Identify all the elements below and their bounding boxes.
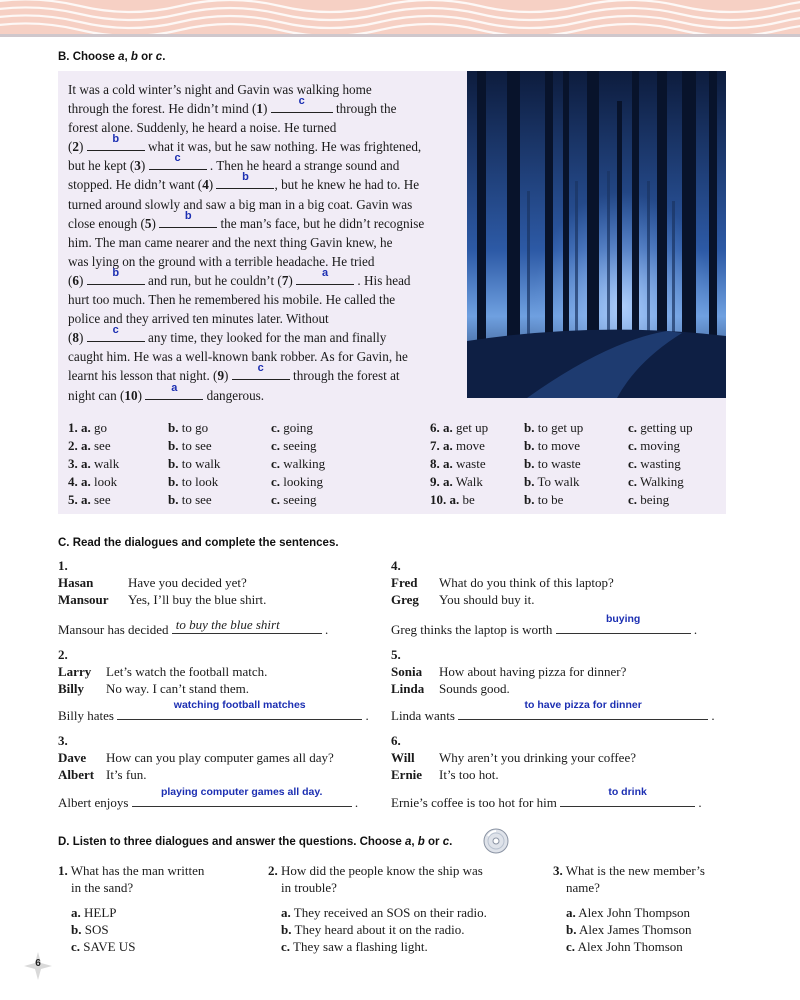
answer-option[interactable] bbox=[58, 938, 298, 955]
written-answer: watching football matches bbox=[173, 699, 306, 711]
handwritten-answer: c bbox=[298, 95, 305, 108]
utterance: How can you play computer games all day? bbox=[106, 750, 334, 765]
utterance: Let’s watch the football match. bbox=[106, 664, 268, 679]
gap-number: 2 bbox=[72, 139, 79, 155]
option-letter: b. bbox=[168, 492, 179, 507]
option-letter: c. bbox=[71, 939, 81, 954]
story-text-segment: him. The man came nearer and the next thing Gavin knew, he bbox=[68, 234, 393, 250]
dialogue-number: 4. bbox=[391, 558, 401, 573]
option-letter: c. bbox=[271, 420, 281, 435]
answer-blank[interactable] bbox=[87, 133, 145, 151]
story-text-segment: stopped. He didn’t want ( bbox=[68, 177, 203, 193]
option-b[interactable]: to move bbox=[537, 438, 580, 453]
option-b[interactable]: to see bbox=[181, 438, 212, 453]
answer-blank[interactable] bbox=[296, 266, 354, 285]
forest-image bbox=[467, 71, 726, 398]
option-letter: a. bbox=[81, 438, 91, 453]
dialogue bbox=[391, 558, 731, 609]
option-text: Alex John Thompson bbox=[578, 905, 691, 920]
story-text-segment: ) bbox=[79, 139, 87, 155]
item-number: 1. bbox=[68, 420, 78, 435]
dialogue-number: 5. bbox=[391, 647, 401, 662]
option-a[interactable]: look bbox=[94, 474, 118, 489]
sentence-start: Linda wants bbox=[391, 708, 455, 723]
option-letter: c. bbox=[628, 474, 638, 489]
option-c[interactable]: getting up bbox=[640, 420, 693, 435]
option-b[interactable]: to see bbox=[181, 492, 212, 507]
story-line bbox=[68, 324, 460, 347]
dialogue bbox=[391, 733, 731, 784]
story-text-segment: ( bbox=[68, 272, 73, 288]
option-a[interactable]: be bbox=[462, 492, 475, 507]
story-line bbox=[68, 171, 460, 194]
utterance: Yes, I’ll buy the blue shirt. bbox=[128, 592, 267, 607]
utterance: It’s fun. bbox=[106, 767, 147, 782]
utterance: No way. I can’t stand them. bbox=[106, 681, 249, 696]
story-text-segment: , but he knew he had to. He bbox=[274, 177, 420, 193]
option-letter: c. bbox=[628, 456, 638, 471]
answer-option[interactable] bbox=[58, 904, 298, 921]
option-letter: c. bbox=[271, 474, 281, 489]
story-text-segment: learnt his lesson that night. ( bbox=[68, 368, 218, 384]
option-a[interactable]: see bbox=[94, 438, 111, 453]
answer-option[interactable] bbox=[553, 938, 793, 955]
speaker-name: Billy bbox=[58, 681, 85, 696]
sentence-end: . bbox=[365, 708, 369, 723]
dialogue-line bbox=[58, 664, 398, 681]
question-text: What has the man written bbox=[70, 863, 205, 878]
option-c[interactable]: seeing bbox=[283, 492, 317, 507]
item-number: 2. bbox=[68, 438, 78, 453]
story-text-segment: was lying on the ground with a terrible headache. He tried bbox=[68, 253, 375, 269]
written-answer: buying bbox=[605, 613, 641, 625]
option-text: SOS bbox=[84, 922, 109, 937]
story-text-segment: night can ( bbox=[68, 387, 125, 403]
story-line bbox=[68, 266, 460, 290]
story-text-segment: ) bbox=[224, 368, 232, 384]
written-answer: to buy the blue shirt bbox=[175, 617, 280, 632]
story-line bbox=[68, 233, 460, 252]
question-text-cont: in trouble? bbox=[281, 880, 337, 895]
speaker-name: Greg bbox=[391, 592, 419, 607]
option-letter: a. bbox=[443, 420, 453, 435]
item-number: 5. bbox=[68, 492, 78, 507]
top-banner bbox=[0, 0, 800, 36]
dialogue bbox=[58, 558, 398, 609]
dialogue-number: 2. bbox=[58, 647, 68, 662]
option-letter: c. bbox=[628, 492, 638, 507]
story-text-segment: through the forest. He didn’t mind ( bbox=[68, 101, 257, 117]
story-line bbox=[68, 80, 460, 99]
speaker-name: Hasan bbox=[58, 575, 94, 590]
section-c-title: C. Read the dialogues and complete the sentences. bbox=[58, 537, 339, 549]
story-text-segment: close enough ( bbox=[68, 215, 145, 231]
gap-number: 3 bbox=[134, 158, 141, 174]
answer-blank[interactable] bbox=[149, 152, 207, 170]
answer-blank[interactable] bbox=[159, 209, 217, 228]
option-letter: a. bbox=[81, 420, 91, 435]
answer-line[interactable] bbox=[117, 699, 362, 720]
story-text-segment: ( bbox=[68, 330, 73, 346]
story-text-segment: . His head bbox=[354, 272, 411, 288]
dialogue-line bbox=[58, 592, 398, 609]
question-text-cont: name? bbox=[566, 880, 600, 895]
gap-number: 6 bbox=[72, 272, 79, 288]
question-number: 1. bbox=[58, 863, 68, 878]
cd-icon bbox=[482, 827, 510, 855]
answer-option[interactable] bbox=[268, 904, 508, 921]
option-b[interactable]: to walk bbox=[181, 456, 221, 471]
dialogue-number: 1. bbox=[58, 558, 68, 573]
option-a[interactable]: go bbox=[94, 420, 107, 435]
answer-line[interactable] bbox=[132, 786, 352, 807]
story-line bbox=[68, 381, 460, 405]
option-letter: a. bbox=[81, 474, 91, 489]
sentence-end: . bbox=[698, 795, 702, 810]
option-c[interactable]: seeing bbox=[283, 438, 317, 453]
story-text-segment: It was a cold winter’s night and Gavin was walking home bbox=[68, 82, 372, 97]
option-b[interactable]: to get up bbox=[537, 420, 584, 435]
option-letter: a. bbox=[449, 492, 460, 507]
dialogue-line bbox=[391, 767, 731, 784]
listening-question bbox=[268, 862, 508, 955]
question-text: What is the new member’s bbox=[565, 863, 705, 878]
answer-option[interactable] bbox=[58, 921, 298, 938]
handwritten-answer: b bbox=[112, 133, 120, 146]
option-letter: c. bbox=[271, 492, 281, 507]
dialogue-line bbox=[391, 664, 731, 681]
gap-number: 7 bbox=[281, 272, 289, 288]
story-text-segment: ) bbox=[288, 272, 297, 288]
dialogue bbox=[391, 647, 731, 698]
item-number: 10. bbox=[430, 492, 447, 507]
option-c[interactable]: moving bbox=[640, 438, 681, 453]
option-a[interactable]: Walk bbox=[455, 474, 483, 489]
story-text-segment: ( bbox=[68, 139, 73, 155]
listening-question bbox=[58, 862, 298, 955]
item-number: 9. bbox=[430, 474, 440, 489]
story-text bbox=[68, 80, 460, 405]
speaker-name: Dave bbox=[58, 750, 87, 765]
option-letter: c. bbox=[566, 939, 576, 954]
option-letter: c. bbox=[271, 438, 281, 453]
written-answer: playing computer games all day. bbox=[160, 786, 323, 798]
section-b-title: B. Choose a, b or c. bbox=[58, 51, 166, 63]
option-a[interactable]: get up bbox=[456, 420, 489, 435]
answer-blank[interactable] bbox=[87, 324, 145, 342]
completion-sentence bbox=[58, 786, 359, 811]
utterance: How about having pizza for dinner? bbox=[439, 664, 627, 679]
option-letter: b. bbox=[168, 420, 179, 435]
answer-blank[interactable] bbox=[145, 381, 203, 400]
utterance: Have you decided yet? bbox=[128, 575, 247, 590]
wavy-pattern bbox=[0, 0, 800, 36]
option-text: They heard about it on the radio. bbox=[294, 922, 465, 937]
option-letter: c. bbox=[628, 420, 638, 435]
dialogue-line bbox=[58, 681, 398, 698]
story-text-segment: hurt too much. Then he remembered his mobile. He called the bbox=[68, 292, 396, 308]
sentence-start: Albert enjoys bbox=[58, 795, 129, 810]
utterance: It’s too hot. bbox=[439, 767, 499, 782]
story-line bbox=[68, 362, 460, 385]
story-text-segment: ) bbox=[79, 272, 87, 288]
listening-question bbox=[553, 862, 793, 955]
option-a[interactable]: waste bbox=[456, 456, 486, 471]
answer-line[interactable] bbox=[556, 613, 691, 634]
option-letter: b. bbox=[168, 456, 179, 471]
handwritten-answer: c bbox=[174, 152, 181, 165]
answer-line[interactable] bbox=[172, 617, 322, 634]
story-text-segment: ) bbox=[262, 101, 271, 117]
dialogue-number: 3. bbox=[58, 733, 68, 748]
speaker-name: Larry bbox=[58, 664, 92, 679]
speaker-name: Linda bbox=[391, 681, 425, 696]
item-number: 3. bbox=[68, 456, 78, 471]
option-letter: b. bbox=[71, 922, 82, 937]
sentence-start: Billy hates bbox=[58, 708, 114, 723]
option-letter: a. bbox=[443, 474, 453, 489]
gap-number: 4 bbox=[202, 177, 209, 193]
section-d-title: D. Listen to three dialogues and answer the questions. Choose a, b or c. bbox=[58, 836, 453, 848]
answer-blank[interactable] bbox=[271, 95, 333, 113]
option-c[interactable]: wasting bbox=[640, 456, 681, 471]
story-text-segment: through the bbox=[332, 101, 397, 117]
option-letter: b. bbox=[524, 474, 535, 489]
option-letter: b. bbox=[524, 420, 535, 435]
option-text: HELP bbox=[84, 905, 117, 920]
story-text-segment: ) bbox=[151, 215, 160, 231]
story-text-segment: ) bbox=[208, 177, 217, 193]
page-number-badge bbox=[24, 952, 52, 980]
handwritten-answer: a bbox=[322, 266, 329, 279]
option-letter: c. bbox=[271, 456, 281, 471]
answer-option[interactable] bbox=[268, 921, 508, 938]
question-text: How did the people know the ship was bbox=[281, 863, 483, 878]
story-text-segment: what it was, but he saw nothing. He was frightened, bbox=[144, 139, 422, 155]
option-b[interactable]: To walk bbox=[537, 474, 580, 489]
option-letter: a. bbox=[81, 456, 91, 471]
option-c[interactable]: Walking bbox=[640, 474, 684, 489]
option-letter: c. bbox=[281, 939, 291, 954]
item-number: 7. bbox=[430, 438, 440, 453]
option-b[interactable]: to be bbox=[537, 492, 564, 507]
dialogue-line bbox=[391, 750, 731, 767]
story-text-segment: but he kept ( bbox=[68, 158, 135, 174]
dialogue-line bbox=[58, 750, 398, 767]
story-text-segment: the man’s face, but he didn’t recognise bbox=[217, 215, 425, 231]
gap-number: 1 bbox=[256, 101, 263, 117]
sentence-start: Ernie’s coffee is too hot for him bbox=[391, 795, 557, 810]
handwritten-answer: a bbox=[171, 381, 178, 394]
utterance: You should buy it. bbox=[439, 592, 535, 607]
story-text-segment: any time, they looked for the man and finally bbox=[144, 330, 387, 346]
story-text-segment: dangerous. bbox=[203, 387, 265, 403]
option-letter: b. bbox=[168, 474, 179, 489]
option-c[interactable]: going bbox=[283, 420, 313, 435]
written-answer: to drink bbox=[608, 786, 647, 798]
option-a[interactable]: move bbox=[456, 438, 485, 453]
option-letter: b. bbox=[524, 438, 535, 453]
completion-sentence bbox=[391, 613, 698, 638]
completion-sentence bbox=[391, 786, 702, 811]
speaker-name: Ernie bbox=[391, 767, 423, 782]
sentence-end: . bbox=[711, 708, 715, 723]
option-letter: a. bbox=[81, 492, 91, 507]
answer-line[interactable] bbox=[560, 786, 695, 807]
story-text-segment: ) bbox=[137, 387, 146, 403]
option-letter: a. bbox=[566, 905, 576, 920]
story-text-segment: ) bbox=[79, 330, 87, 346]
item-number: 4. bbox=[68, 474, 78, 489]
story-text-segment: caught him. He was a well-known bank robber. As for Gavin, he bbox=[68, 349, 408, 365]
item-number: 6. bbox=[430, 420, 440, 435]
option-c[interactable]: being bbox=[640, 492, 670, 507]
sentence-start: Mansour has decided bbox=[58, 622, 169, 637]
option-letter: a. bbox=[443, 438, 453, 453]
dialogue-number: 6. bbox=[391, 733, 401, 748]
story-text-segment: through the forest at bbox=[289, 368, 400, 384]
story-line bbox=[68, 95, 460, 118]
answer-blank[interactable] bbox=[232, 362, 290, 380]
answer-blank[interactable] bbox=[216, 171, 274, 189]
written-answer: to have pizza for dinner bbox=[524, 699, 642, 711]
speaker-name: Will bbox=[391, 750, 415, 765]
answer-blank[interactable] bbox=[87, 266, 145, 285]
story-text-segment: turned around slowly and saw a big man in a big coat. Gavin was bbox=[68, 196, 413, 212]
page-number: 6 bbox=[35, 958, 41, 969]
option-text: They saw a flashing light. bbox=[293, 939, 428, 954]
dialogue-line bbox=[58, 575, 398, 592]
story-text-segment: ) bbox=[140, 158, 149, 174]
option-letter: a. bbox=[443, 456, 453, 471]
answer-line[interactable] bbox=[458, 699, 708, 720]
option-text: Alex John Thomson bbox=[577, 939, 683, 954]
option-letter: a. bbox=[71, 905, 81, 920]
story-line bbox=[68, 209, 460, 233]
question-number: 3. bbox=[553, 863, 563, 878]
option-c[interactable]: walking bbox=[283, 456, 326, 471]
completion-sentence bbox=[391, 699, 715, 724]
option-text: SAVE US bbox=[83, 939, 136, 954]
question-text-cont: in the sand? bbox=[71, 880, 134, 895]
banner-divider bbox=[0, 34, 800, 37]
dialogue-line bbox=[391, 681, 731, 698]
option-text: They received an SOS on their radio. bbox=[293, 905, 487, 920]
dialogue bbox=[58, 733, 398, 784]
handwritten-answer: b bbox=[184, 209, 192, 222]
option-letter: a. bbox=[281, 905, 291, 920]
answer-option[interactable] bbox=[553, 921, 793, 938]
completion-sentence bbox=[58, 699, 369, 724]
speaker-name: Mansour bbox=[58, 592, 109, 607]
story-text-segment: forest alone. Suddenly, he heard a noise. He turned bbox=[68, 120, 337, 136]
story-line bbox=[68, 133, 460, 156]
option-b[interactable]: to go bbox=[181, 420, 209, 435]
utterance: Sounds good. bbox=[439, 681, 510, 696]
handwritten-answer: b bbox=[242, 171, 249, 184]
sentence-end: . bbox=[324, 622, 329, 637]
option-letter: b. bbox=[168, 438, 179, 453]
option-letter: b. bbox=[524, 492, 535, 507]
option-a[interactable]: walk bbox=[94, 456, 120, 471]
option-letter: b. bbox=[281, 922, 292, 937]
dialogue-line bbox=[391, 575, 731, 592]
story-text-segment: . Then he heard a strange sound and bbox=[206, 158, 400, 174]
gap-number: 5 bbox=[144, 215, 152, 231]
option-text: Alex James Thomson bbox=[579, 922, 692, 937]
option-letter: c. bbox=[628, 438, 638, 453]
story-line bbox=[68, 195, 460, 214]
completion-sentence bbox=[58, 617, 329, 638]
dialogue bbox=[58, 647, 398, 698]
option-letter: b. bbox=[524, 456, 535, 471]
gap-number: 10 bbox=[124, 387, 138, 403]
speaker-name: Sonia bbox=[391, 664, 423, 679]
item-number: 8. bbox=[430, 456, 440, 471]
option-c[interactable]: looking bbox=[283, 474, 324, 489]
speaker-name: Albert bbox=[58, 767, 95, 782]
option-letter: b. bbox=[566, 922, 577, 937]
gap-number: 8 bbox=[72, 330, 79, 346]
option-b[interactable]: to look bbox=[181, 474, 219, 489]
question-number: 2. bbox=[268, 863, 278, 878]
story-line bbox=[68, 290, 460, 309]
handwritten-answer: b bbox=[112, 266, 120, 279]
answer-option[interactable] bbox=[553, 904, 793, 921]
dialogue-line bbox=[391, 592, 731, 609]
utterance: What do you think of this laptop? bbox=[439, 575, 614, 590]
story-text-segment: police and they arrived ten minutes later. Without bbox=[68, 311, 329, 327]
option-a[interactable]: see bbox=[94, 492, 111, 507]
handwritten-answer: c bbox=[112, 324, 119, 337]
dialogue-line bbox=[58, 767, 398, 784]
answer-option[interactable] bbox=[268, 938, 508, 955]
handwritten-answer: c bbox=[257, 362, 264, 375]
gap-number: 9 bbox=[217, 368, 225, 384]
option-b[interactable]: to waste bbox=[537, 456, 581, 471]
sentence-end: . bbox=[693, 622, 698, 637]
sentence-start: Greg thinks the laptop is worth bbox=[391, 622, 553, 637]
speaker-name: Fred bbox=[391, 575, 418, 590]
utterance: Why aren’t you drinking your coffee? bbox=[439, 750, 636, 765]
story-text-segment: and run, but he couldn’t ( bbox=[144, 272, 282, 288]
sentence-end: . bbox=[354, 795, 359, 810]
